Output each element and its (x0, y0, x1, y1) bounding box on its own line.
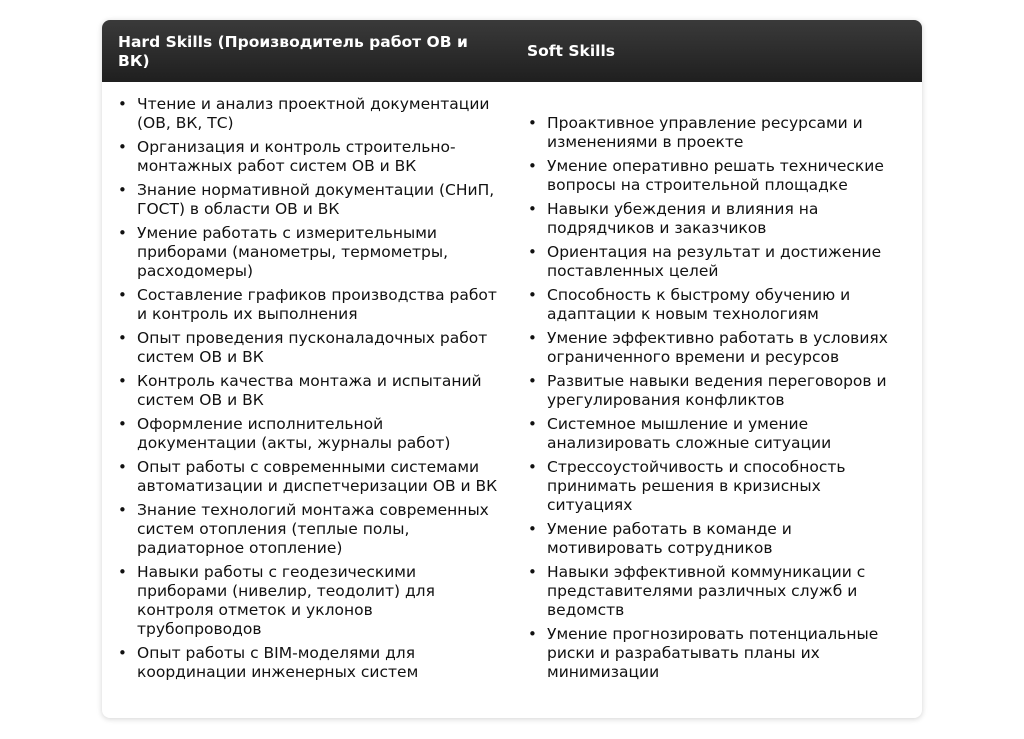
bullet-icon: • (118, 458, 127, 476)
soft-skill-text: Навыки убеждения и влияния на подрядчиков и заказчиков (547, 200, 819, 237)
list-item (528, 520, 908, 558)
hard-skill-text: Организация и контроль строительно-монтажных работ систем ОВ и ВК (137, 138, 456, 175)
soft-skill-text: Навыки эффективной коммуникации с представителями различных служб и ведомств (547, 563, 866, 619)
soft-skill-text: Умение эффективно работать в условиях ограниченного времени и ресурсов (547, 329, 888, 366)
hard-skill-text: Оформление исполнительной документации (акты, журналы работ) (137, 415, 451, 452)
bullet-icon: • (118, 415, 127, 433)
bullet-icon: • (118, 644, 127, 662)
soft-skill-text: Умение работать в команде и мотивировать сотрудников (547, 520, 792, 557)
list-item (528, 415, 908, 453)
hard-skill-text: Знание нормативной документации (СНиП, ГОСТ) в области ОВ и ВК (137, 181, 495, 218)
list-item (118, 286, 498, 324)
list-item (118, 95, 498, 133)
list-item (528, 329, 908, 367)
list-item (118, 644, 498, 682)
list-item (528, 286, 908, 324)
soft-skills-header: Soft Skills (527, 42, 615, 60)
soft-skill-text: Умение прогнозировать потенциальные риски и разрабатывать планы их минимизации (547, 625, 879, 681)
bullet-icon: • (528, 114, 537, 132)
soft-skill-text: Стрессоустойчивость и способность принимать решения в кризисных ситуациях (547, 458, 846, 514)
bullet-icon: • (118, 329, 127, 347)
list-item (528, 625, 908, 682)
list-item (528, 200, 908, 238)
bullet-icon: • (118, 181, 127, 199)
list-item (528, 243, 908, 281)
bullet-icon: • (528, 157, 537, 175)
bullet-icon: • (528, 458, 537, 476)
list-item (118, 329, 498, 367)
hard-skill-text: Опыт работы с современными системами автоматизации и диспетчеризации ОВ и ВК (137, 458, 498, 495)
bullet-icon: • (118, 372, 127, 390)
hard-skill-text: Умение работать с измерительными приборами (манометры, термометры, расходомеры) (137, 224, 449, 280)
hard-skill-text: Навыки работы с геодезическими приборами (нивелир, теодолит) для контроля отметок и уклонов трубопроводов (137, 563, 435, 638)
bullet-icon: • (118, 501, 127, 519)
list-item (118, 224, 498, 281)
bullet-icon: • (118, 224, 127, 242)
hard-skills-list (118, 95, 498, 687)
hard-skill-text: Знание технологий монтажа современных систем отопления (теплые полы, радиаторное отопление) (137, 501, 489, 557)
hard-skill-text: Чтение и анализ проектной документации (ОВ, ВК, ТС) (137, 95, 490, 132)
list-item (118, 563, 498, 639)
list-item (118, 138, 498, 176)
list-item (118, 372, 498, 410)
bullet-icon: • (528, 563, 537, 581)
list-item (118, 458, 498, 496)
list-item (118, 181, 498, 219)
hard-skill-text: Составление графиков производства работ и контроль их выполнения (137, 286, 497, 323)
bullet-icon: • (118, 563, 127, 581)
soft-skill-text: Способность к быстрому обучению и адаптации к новым технологиям (547, 286, 851, 323)
hard-skill-text: Опыт работы с BIM-моделями для координации инженерных систем (137, 644, 419, 681)
soft-skill-text: Развитые навыки ведения переговоров и урегулирования конфликтов (547, 372, 887, 409)
bullet-icon: • (118, 95, 127, 113)
list-item (528, 563, 908, 620)
bullet-icon: • (118, 138, 127, 156)
soft-skill-text: Системное мышление и умение анализировать сложные ситуации (547, 415, 832, 452)
bullet-icon: • (528, 329, 537, 347)
soft-skills-list (528, 114, 908, 687)
list-item (528, 114, 908, 152)
bullet-icon: • (118, 286, 127, 304)
list-item (528, 458, 908, 515)
table-header (102, 20, 922, 82)
bullet-icon: • (528, 520, 537, 538)
bullet-icon: • (528, 415, 537, 433)
hard-skill-text: Контроль качества монтажа и испытаний систем ОВ и ВК (137, 372, 482, 409)
hard-skills-header: Hard Skills (Производитель работ ОВ и ВК) (118, 33, 468, 70)
soft-skill-text: Проактивное управление ресурсами и изменениями в проекте (547, 114, 863, 151)
soft-skill-text: Умение оперативно решать технические вопросы на строительной площадке (547, 157, 884, 194)
bullet-icon: • (528, 372, 537, 390)
list-item (118, 415, 498, 453)
bullet-icon: • (528, 625, 537, 643)
bullet-icon: • (528, 243, 537, 261)
skills-table (102, 20, 922, 718)
list-item (528, 372, 908, 410)
list-item (528, 157, 908, 195)
hard-skill-text: Опыт проведения пусконаладочных работ систем ОВ и ВК (137, 329, 488, 366)
list-item (118, 501, 498, 558)
bullet-icon: • (528, 286, 537, 304)
bullet-icon: • (528, 200, 537, 218)
soft-skill-text: Ориентация на результат и достижение поставленных целей (547, 243, 882, 280)
